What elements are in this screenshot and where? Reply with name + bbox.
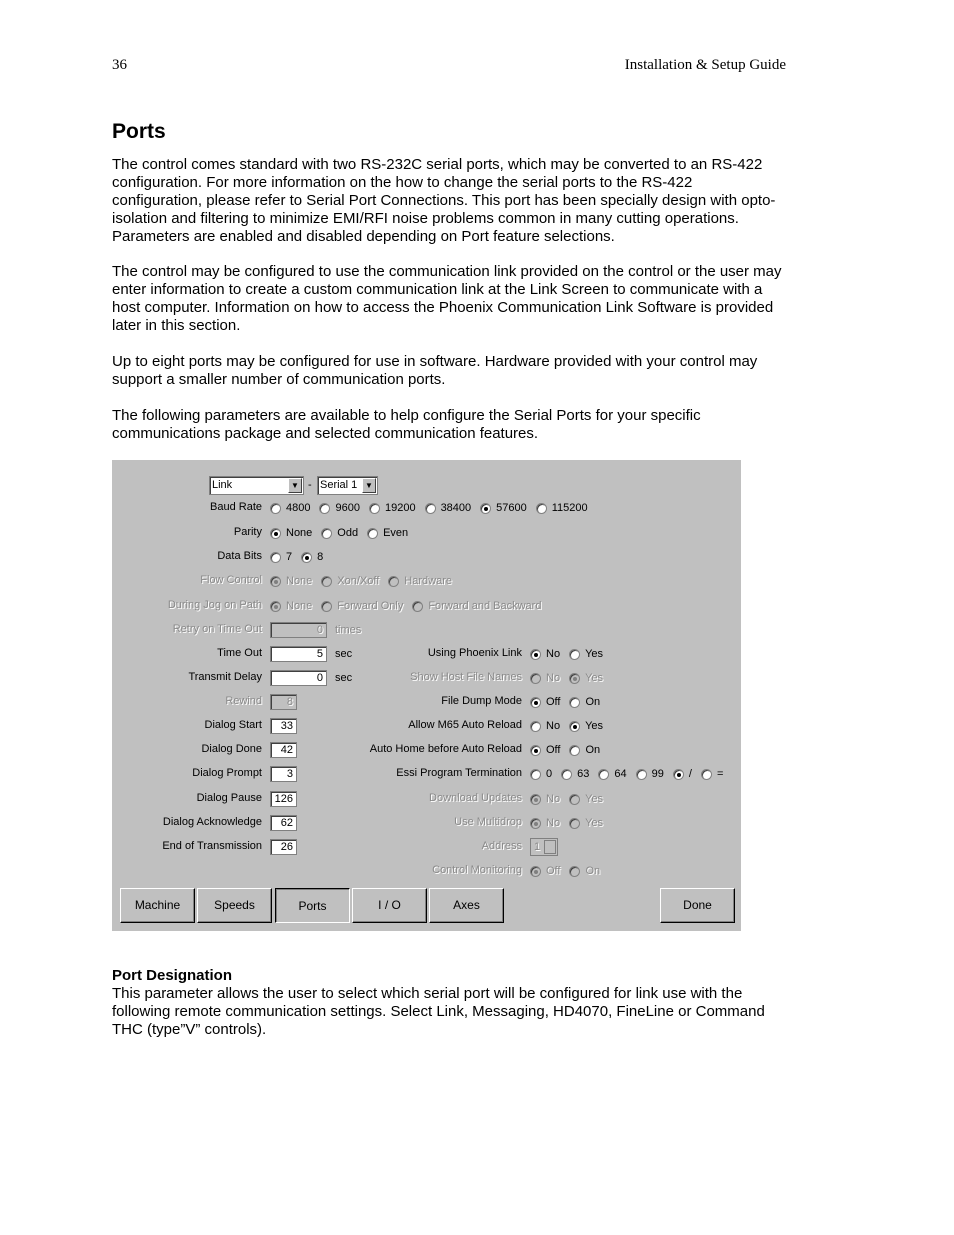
spinner-box bbox=[530, 838, 558, 856]
retry-on-time-out-control bbox=[270, 622, 361, 638]
time-out-unit: sec bbox=[335, 648, 353, 660]
retry-on-time-out-unit: times bbox=[335, 624, 362, 636]
allow-m65-auto-reload-control[interactable] bbox=[530, 718, 612, 734]
radio-button[interactable] bbox=[270, 503, 281, 514]
radio-option-using-phoenix-link[interactable] bbox=[569, 648, 603, 660]
radio-label: 115200 bbox=[551, 502, 588, 514]
retry-on-time-out-label: Retry on Time Out bbox=[172, 623, 262, 635]
dialog-pause-label: Dialog Pause bbox=[196, 792, 262, 804]
radio-option-baud-rate[interactable] bbox=[270, 502, 310, 514]
radio-option-baud-rate[interactable] bbox=[319, 502, 359, 514]
baud-rate-control[interactable] bbox=[270, 500, 597, 516]
button-speeds[interactable]: Speeds bbox=[197, 888, 272, 923]
radio-label: No bbox=[546, 720, 561, 732]
essi-program-termination-control[interactable] bbox=[530, 766, 732, 782]
radio-option-data-bits[interactable] bbox=[301, 551, 323, 563]
end-of-transmission-label: End of Transmission bbox=[162, 840, 262, 852]
guide-title: Installation & Setup Guide bbox=[624, 57, 786, 73]
text-line: enter information to create a custom communication link at the Link Screen to communicate with a bbox=[112, 281, 763, 298]
radio-option-allow-m65-auto-reload[interactable] bbox=[530, 720, 560, 732]
retry-on-time-out-input: 0 bbox=[270, 622, 327, 638]
radio-option-parity[interactable] bbox=[270, 527, 312, 539]
subsection-heading: Port Designation bbox=[112, 967, 233, 984]
radio-label: 38400 bbox=[440, 502, 472, 514]
radio-option-auto-home-before-auto-reload[interactable] bbox=[530, 744, 560, 756]
paragraph bbox=[112, 263, 822, 335]
dialog-prompt-input[interactable]: 3 bbox=[270, 766, 297, 782]
radio-option-during-jog-on-path bbox=[321, 600, 403, 612]
radio-label: 64 bbox=[614, 768, 627, 780]
radio-button[interactable] bbox=[319, 503, 330, 514]
rewind-label: Rewind bbox=[225, 695, 262, 707]
text-line: THC (type”V” controls). bbox=[112, 1021, 267, 1038]
spinner-arrows-icon bbox=[544, 840, 556, 854]
time-out-control[interactable] bbox=[270, 646, 352, 662]
radio-option-allow-m65-auto-reload[interactable] bbox=[569, 720, 603, 732]
radio-label: Forward and Backward bbox=[428, 600, 542, 612]
time-out-label: Time Out bbox=[217, 647, 262, 659]
radio-label: No bbox=[546, 672, 561, 684]
radio-label: Off bbox=[546, 744, 561, 756]
radio-button[interactable] bbox=[530, 649, 541, 660]
radio-button[interactable] bbox=[425, 503, 436, 514]
radio-label: No bbox=[546, 793, 561, 805]
during-jog-on-path-control bbox=[270, 598, 550, 614]
radio-option-auto-home-before-auto-reload[interactable] bbox=[569, 744, 600, 756]
radio-button[interactable] bbox=[270, 552, 281, 563]
during-jog-on-path-label: During Jog on Path bbox=[167, 599, 262, 611]
file-dump-mode-label: File Dump Mode bbox=[441, 695, 522, 707]
transmit-delay-control[interactable] bbox=[270, 670, 352, 686]
time-out-input[interactable]: 5 bbox=[270, 646, 327, 662]
radio-label: Even bbox=[383, 527, 409, 539]
ports-settings-screenshot bbox=[112, 460, 741, 931]
paragraph bbox=[112, 353, 822, 389]
text-line: The control comes standard with two RS-232C serial ports, which may be converted to an RS-422 bbox=[112, 156, 763, 173]
radio-option-baud-rate[interactable] bbox=[536, 502, 588, 514]
radio-option-file-dump-mode[interactable] bbox=[530, 696, 560, 708]
chevron-down-icon[interactable]: ▼ bbox=[288, 478, 302, 493]
radio-button[interactable] bbox=[636, 769, 647, 780]
radio-label: 99 bbox=[651, 768, 664, 780]
flow-control-control bbox=[270, 573, 461, 589]
dialog-start-control[interactable] bbox=[270, 718, 297, 734]
show-host-file-names-label: Show Host File Names bbox=[410, 671, 522, 683]
radio-label: 8 bbox=[317, 551, 324, 563]
serial-port-dropdown[interactable] bbox=[317, 476, 378, 495]
radio-button[interactable] bbox=[301, 552, 312, 563]
radio-option-parity[interactable] bbox=[367, 527, 408, 539]
radio-label: Yes bbox=[585, 672, 604, 684]
radio-label: Yes bbox=[585, 793, 604, 805]
radio-option-essi-program-termination[interactable] bbox=[673, 768, 692, 780]
radio-label: 7 bbox=[286, 551, 293, 563]
radio-button bbox=[270, 601, 281, 612]
text-line: following remote communication settings. Select Link, Messaging, HD4070, FineLine or Command bbox=[112, 1003, 765, 1020]
radio-button bbox=[530, 818, 541, 829]
radio-label: 63 bbox=[577, 768, 590, 780]
port-type-value: Link bbox=[212, 479, 233, 491]
dropdown-separator: - bbox=[308, 479, 312, 491]
dialog-acknowledge-label: Dialog Acknowledge bbox=[162, 816, 262, 828]
control-monitoring-control bbox=[530, 863, 609, 879]
radio-label: On bbox=[585, 744, 601, 756]
essi-program-termination-label: Essi Program Termination bbox=[396, 767, 522, 779]
radio-option-essi-program-termination[interactable] bbox=[598, 768, 626, 780]
text-line: host computer. Information on how to access the Phoenix Communication Link Software is provided bbox=[112, 299, 774, 316]
using-phoenix-link-label: Using Phoenix Link bbox=[427, 647, 522, 659]
text-line: configuration. For more information on the how to change the serial ports to the RS-422 bbox=[112, 174, 693, 191]
radio-option-essi-program-termination[interactable] bbox=[701, 768, 723, 780]
dialog-done-input[interactable]: 42 bbox=[270, 742, 297, 758]
radio-button[interactable] bbox=[569, 649, 580, 660]
use-multidrop-label: Use Multidrop bbox=[454, 816, 522, 828]
text-line: Parameters are enabled and disabled depending on Port feature selections. bbox=[112, 228, 615, 245]
radio-button bbox=[321, 601, 332, 612]
radio-option-baud-rate[interactable] bbox=[480, 502, 527, 514]
radio-button[interactable] bbox=[536, 503, 547, 514]
radio-label: Yes bbox=[585, 817, 604, 829]
auto-home-before-auto-reload-label: Auto Home before Auto Reload bbox=[369, 743, 522, 755]
dialog-pause-input[interactable]: 126 bbox=[270, 791, 297, 807]
radio-label: 19200 bbox=[384, 502, 416, 514]
button-ports[interactable]: Ports bbox=[275, 888, 350, 923]
dialog-prompt-label: Dialog Prompt bbox=[192, 767, 262, 779]
serial-port-value: Serial 1 bbox=[320, 479, 358, 491]
radio-button[interactable] bbox=[530, 697, 541, 708]
button-io[interactable]: I / O bbox=[352, 888, 427, 923]
radio-label: Forward Only bbox=[337, 600, 404, 612]
radio-option-use-multidrop bbox=[530, 817, 560, 829]
radio-option-during-jog-on-path bbox=[270, 600, 312, 612]
radio-label: Yes bbox=[585, 648, 604, 660]
download-updates-control bbox=[530, 791, 612, 807]
radio-label: Off bbox=[546, 696, 561, 708]
radio-button[interactable] bbox=[701, 769, 712, 780]
radio-label: None bbox=[286, 600, 313, 612]
port-designation-section bbox=[112, 967, 822, 1039]
port-type-dropdown[interactable] bbox=[209, 476, 304, 495]
radio-option-essi-program-termination[interactable] bbox=[530, 768, 552, 780]
radio-button bbox=[412, 601, 423, 612]
radio-option-essi-program-termination[interactable] bbox=[636, 768, 664, 780]
chevron-down-icon[interactable]: ▼ bbox=[362, 478, 376, 493]
radio-button[interactable] bbox=[530, 745, 541, 756]
radio-button[interactable] bbox=[569, 697, 580, 708]
radio-label: Hardware bbox=[404, 575, 452, 587]
flow-control-label: Flow Control bbox=[200, 574, 262, 586]
text-line: The following parameters are available to help configure the Serial Ports for your specific bbox=[112, 407, 701, 424]
control-monitoring-label: Control Monitoring bbox=[432, 864, 522, 876]
radio-option-essi-program-termination[interactable] bbox=[561, 768, 589, 780]
baud-rate-label: Baud Rate bbox=[210, 501, 262, 513]
radio-option-flow-control bbox=[321, 575, 379, 587]
radio-label: = bbox=[716, 768, 724, 780]
radio-button[interactable] bbox=[673, 769, 684, 780]
using-phoenix-link-control[interactable] bbox=[530, 646, 612, 662]
radio-button bbox=[530, 794, 541, 805]
address-label: Address bbox=[481, 840, 522, 852]
radio-button bbox=[569, 818, 580, 829]
parity-label: Parity bbox=[233, 526, 262, 538]
dialog-start-label: Dialog Start bbox=[204, 719, 262, 731]
download-updates-label: Download Updates bbox=[429, 792, 522, 804]
radio-option-control-monitoring bbox=[530, 865, 560, 877]
radio-button bbox=[530, 866, 541, 877]
radio-option-flow-control bbox=[270, 575, 312, 587]
transmit-delay-unit: sec bbox=[335, 672, 353, 684]
radio-label: No bbox=[546, 817, 561, 829]
dialog-pause-control[interactable] bbox=[270, 791, 297, 807]
radio-button[interactable] bbox=[270, 528, 281, 539]
parity-control[interactable] bbox=[270, 525, 417, 541]
text-line: Up to eight ports may be configured for use in software. Hardware provided with your control may bbox=[112, 353, 758, 370]
paragraph bbox=[112, 407, 822, 443]
spinner-value: 1 bbox=[534, 841, 541, 853]
radio-option-data-bits[interactable] bbox=[270, 551, 292, 563]
radio-button bbox=[388, 576, 399, 587]
data-bits-label: Data Bits bbox=[217, 550, 262, 562]
radio-option-download-updates bbox=[569, 793, 603, 805]
dialog-done-label: Dialog Done bbox=[201, 743, 262, 755]
radio-label: On bbox=[585, 696, 601, 708]
radio-label: 57600 bbox=[496, 502, 527, 514]
dialog-start-input[interactable]: 33 bbox=[270, 718, 297, 734]
radio-label: On bbox=[585, 865, 601, 877]
address-spinner bbox=[530, 838, 558, 856]
dialog-acknowledge-input[interactable]: 62 bbox=[270, 815, 297, 831]
radio-button bbox=[569, 794, 580, 805]
text-line: later in this section. bbox=[112, 317, 241, 334]
radio-label: None bbox=[286, 527, 313, 539]
radio-label: 9600 bbox=[335, 502, 360, 514]
dialog-done-control[interactable] bbox=[270, 742, 297, 758]
text-line: support a smaller number of communication ports. bbox=[112, 371, 446, 388]
paragraph bbox=[112, 156, 822, 246]
radio-option-show-host-file-names bbox=[530, 672, 560, 684]
radio-label: Odd bbox=[337, 527, 359, 539]
button-machine[interactable]: Machine bbox=[120, 888, 195, 923]
radio-button[interactable] bbox=[561, 769, 572, 780]
transmit-delay-label: Transmit Delay bbox=[188, 671, 262, 683]
text-line: isolation and filtering to minimize EMI/RFI noise problems common in many cutting operations. bbox=[112, 210, 739, 227]
radio-option-flow-control bbox=[388, 575, 452, 587]
end-of-transmission-control[interactable] bbox=[270, 839, 297, 855]
radio-label: None bbox=[286, 575, 313, 587]
radio-label: Xon/Xoff bbox=[337, 575, 380, 587]
radio-option-using-phoenix-link[interactable] bbox=[530, 648, 560, 660]
radio-label: No bbox=[546, 648, 561, 660]
file-dump-mode-control[interactable] bbox=[530, 694, 609, 710]
button-axes[interactable]: Axes bbox=[429, 888, 504, 923]
text-line: communications package and selected communication features. bbox=[112, 425, 539, 442]
data-bits-control[interactable] bbox=[270, 549, 332, 565]
radio-option-baud-rate[interactable] bbox=[425, 502, 472, 514]
radio-button[interactable] bbox=[569, 721, 580, 732]
radio-button[interactable] bbox=[530, 769, 541, 780]
text-line: This parameter allows the user to select which serial port will be configured for link use with the bbox=[112, 985, 743, 1002]
button-done[interactable]: Done bbox=[660, 888, 735, 923]
radio-option-use-multidrop bbox=[569, 817, 603, 829]
radio-option-download-updates bbox=[530, 793, 560, 805]
radio-button[interactable] bbox=[369, 503, 380, 514]
radio-option-baud-rate[interactable] bbox=[369, 502, 416, 514]
dialog-acknowledge-control[interactable] bbox=[270, 815, 297, 831]
address-control bbox=[530, 839, 558, 855]
use-multidrop-control bbox=[530, 815, 612, 831]
end-of-transmission-input[interactable]: 26 bbox=[270, 839, 297, 855]
radio-button[interactable] bbox=[530, 721, 541, 732]
radio-option-show-host-file-names bbox=[569, 672, 603, 684]
auto-home-before-auto-reload-control[interactable] bbox=[530, 742, 609, 758]
radio-option-control-monitoring bbox=[569, 865, 600, 877]
radio-label: Yes bbox=[585, 720, 604, 732]
show-host-file-names-control bbox=[530, 670, 612, 686]
radio-option-during-jog-on-path bbox=[412, 600, 541, 612]
radio-label: / bbox=[688, 768, 692, 780]
radio-button[interactable] bbox=[569, 745, 580, 756]
rewind-control bbox=[270, 694, 297, 710]
radio-label: Off bbox=[546, 865, 561, 877]
section-title: Ports bbox=[112, 120, 166, 143]
transmit-delay-input[interactable]: 0 bbox=[270, 670, 327, 686]
radio-label: 0 bbox=[546, 768, 553, 780]
dialog-prompt-control[interactable] bbox=[270, 766, 297, 782]
radio-button bbox=[270, 576, 281, 587]
rewind-input: 8 bbox=[270, 694, 297, 710]
page-number: 36 bbox=[112, 57, 127, 73]
radio-option-parity[interactable] bbox=[321, 527, 358, 539]
radio-button[interactable] bbox=[321, 528, 332, 539]
allow-m65-auto-reload-label: Allow M65 Auto Reload bbox=[408, 719, 522, 731]
radio-button bbox=[530, 673, 541, 684]
text-line: The control may be configured to use the communication link provided on the control or the user may bbox=[112, 263, 782, 280]
radio-button bbox=[569, 866, 580, 877]
radio-button bbox=[321, 576, 332, 587]
radio-button[interactable] bbox=[367, 528, 378, 539]
radio-button bbox=[569, 673, 580, 684]
radio-label: 4800 bbox=[286, 502, 311, 514]
radio-button[interactable] bbox=[598, 769, 609, 780]
radio-option-file-dump-mode[interactable] bbox=[569, 696, 600, 708]
text-line: configuration, please refer to Serial Port Connections. This port has been specially design with opto- bbox=[112, 192, 776, 209]
radio-button[interactable] bbox=[480, 503, 491, 514]
